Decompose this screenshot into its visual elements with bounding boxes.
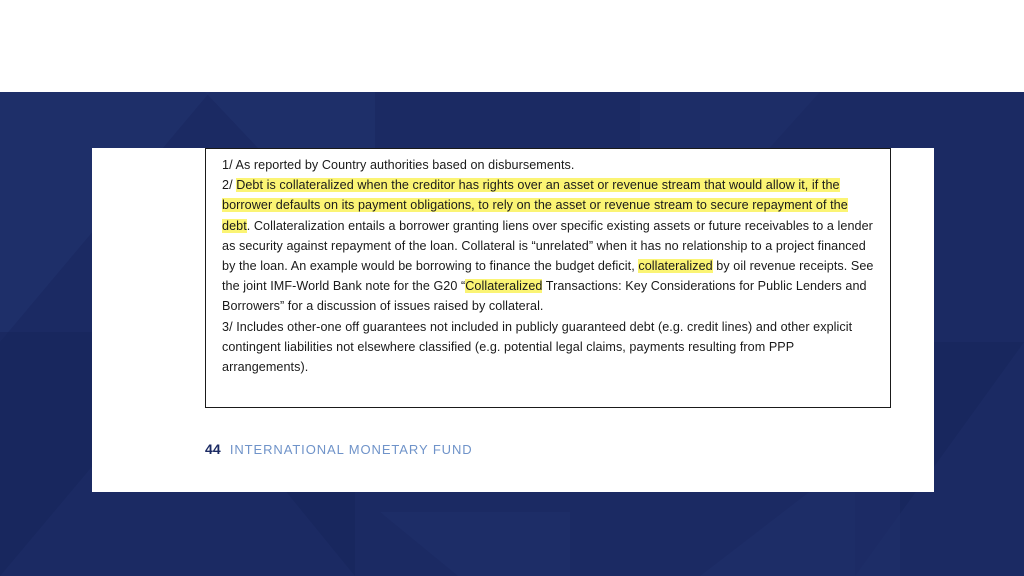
plain-text: by oil revenue receipts. See the joint IMF-World Bank note for the G20 “ bbox=[222, 259, 874, 294]
highlighted-text: Debt is collateralized when the creditor has rights over an asset or revenue stream that would allow it, if the borrower defaults on its payment obligations, to rely on the asset or revenue stream to secure repayment of the debt bbox=[222, 178, 848, 233]
footnotes-box bbox=[205, 148, 891, 408]
backdrop-facet bbox=[380, 512, 570, 576]
plain-text: 3/ Includes other-one off guarantees not included in publicly guaranteed debt (e.g. credit lines) and other explicit contingent liabilities not elsewhere classified (e.g. potential legal claims, payments resulting from PPP arrangements). bbox=[222, 319, 853, 375]
slide-footer bbox=[205, 441, 473, 457]
plain-text: 1/ As reported by Country authorities based on disbursements. bbox=[222, 158, 575, 172]
highlighted-text: Collateralized bbox=[465, 279, 543, 294]
plain-text: Transactions: Key Considerations for Public Lenders and Borrowers” for a discussion of issues raised by collateral. bbox=[222, 279, 867, 314]
footnote-1 bbox=[222, 155, 876, 175]
footnotes-container bbox=[206, 149, 890, 383]
footnote-3 bbox=[222, 317, 876, 378]
plain-text: . Collateralization entails a borrower granting liens over specific existing assets or future receivables to a lender as security against repayment of the loan. Collateral is “unrelated” when it has no relationship to a project financed by the loan. An example would be borrowing to finance the budget deficit, bbox=[222, 218, 873, 274]
slide-canvas bbox=[92, 148, 934, 492]
page-number: 44 bbox=[205, 441, 221, 457]
footnote-2 bbox=[222, 175, 876, 316]
plain-text: 2/ bbox=[222, 178, 237, 193]
organization-name: INTERNATIONAL MONETARY FUND bbox=[229, 442, 473, 457]
highlighted-text: collateralized bbox=[638, 259, 713, 274]
